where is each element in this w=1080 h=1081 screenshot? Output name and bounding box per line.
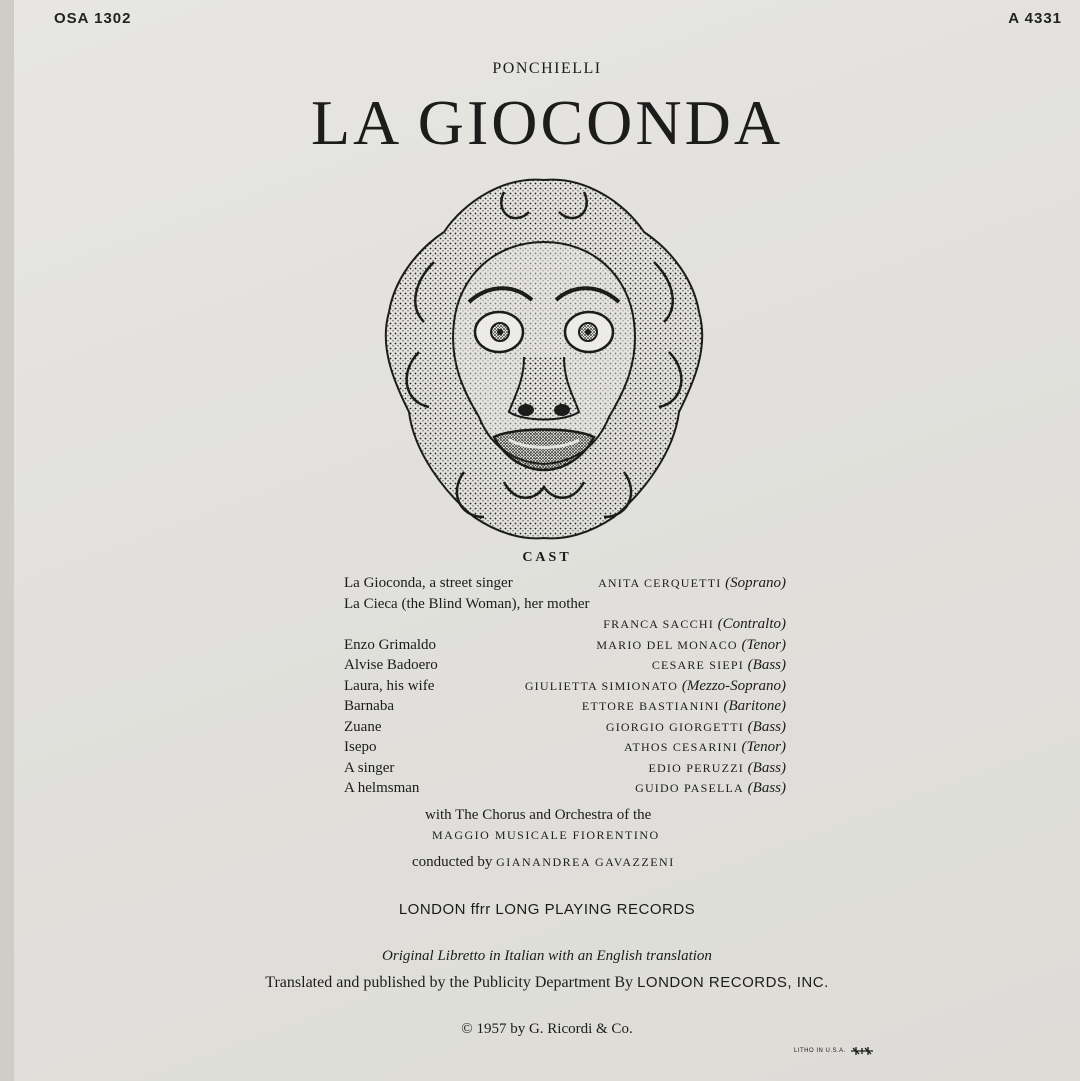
cast-row (344, 778, 786, 799)
cast-performer: GUIDO PASELLA (635, 781, 744, 795)
cast-heading: CAST (522, 550, 572, 565)
catalog-number-left: OSA 1302 (54, 10, 132, 27)
cast-row (344, 614, 786, 635)
chorus-line: with The Chorus and Orchestra of the (425, 807, 652, 823)
cast-role: Alvise Badoero (344, 657, 438, 673)
cast-role: Barnaba (344, 698, 394, 714)
cast-performer: ANITA CERQUETTI (598, 576, 722, 590)
cast-role: Enzo Grimaldo (344, 636, 437, 653)
copyright-notice: © 1957 by G. Ricordi & Co. (461, 1021, 633, 1037)
cast-row (344, 573, 786, 594)
cast-performer: FRANCA SACCHI (603, 617, 714, 631)
opera-title: LA GIOCONDA (310, 87, 784, 158)
cast-role: Laura, his wife (344, 677, 435, 694)
adjacent-page-edge (0, 0, 15, 1081)
cast-voice: (Contralto) (717, 616, 786, 632)
cast-row (344, 717, 786, 738)
cast-performer: ETTORE BASTIANINI (581, 699, 720, 713)
catalog-number-right: A 4331 (1008, 10, 1062, 27)
cast-row (344, 758, 786, 779)
conductor-prefix: conducted by (412, 854, 493, 870)
cast-voice: (Mezzo-Soprano) (681, 677, 786, 694)
cast-row (344, 737, 786, 758)
cast-role: Isepo (344, 739, 377, 755)
publisher-name: LONDON RECORDS, INC. (637, 974, 829, 991)
litho-imprint (794, 1046, 874, 1056)
cast-voice: (Bass) (747, 759, 786, 776)
cast-row (344, 635, 786, 656)
conductor-line (412, 854, 675, 871)
cast-row (344, 594, 786, 615)
cast-row (344, 696, 786, 717)
conductor-name: GIANANDREA GAVAZZENI (496, 855, 675, 869)
cast-role: La Cieca (the Blind Woman), her mother (344, 595, 590, 612)
cast-voice: (Tenor) (741, 739, 786, 755)
cast-voice: (Bass) (747, 718, 786, 735)
cast-list (344, 573, 786, 799)
cast-performer: MARIO DEL MONACO (596, 637, 738, 652)
cast-role: La Gioconda, a street singer (344, 575, 513, 591)
cast-row (344, 655, 786, 676)
cast-role: A singer (344, 759, 395, 776)
record-label-line: LONDON ffrr LONG PLAYING RECORDS (398, 901, 696, 918)
libretto-note: Original Libretto in Italian with an English translation (382, 948, 712, 964)
cast-performer: EDIO PERUZZI (648, 760, 744, 775)
publisher-line (14, 974, 1080, 992)
lion-head-icon (374, 172, 714, 544)
cast-role: A helmsman (344, 780, 420, 796)
printer-mark-icon (850, 1046, 874, 1056)
chorus-name: MAGGIO MUSICALE FIORENTINO (432, 828, 660, 842)
cast-performer: GIORGIO GIORGETTI (605, 719, 744, 734)
cast-performer: ATHOS CESARINI (623, 740, 738, 754)
cast-performer: CESARE SIEPI (651, 658, 744, 672)
composer-name: PONCHIELLI (492, 60, 602, 77)
publisher-prefix: Translated and published by the Publicity Department By (265, 974, 634, 991)
cast-role: Zuane (344, 718, 382, 735)
cast-voice: (Bass) (747, 657, 786, 673)
cast-performer: GIULIETTA SIMIONATO (524, 678, 679, 693)
cast-voice: (Bass) (747, 780, 786, 796)
cast-voice: (Tenor) (741, 636, 786, 653)
libretto-cover (14, 0, 1080, 1081)
cast-voice: (Baritone) (723, 698, 786, 714)
litho-text: LITHO IN U.S.A. (794, 1048, 846, 1054)
cast-voice: (Soprano) (725, 575, 786, 591)
cast-row (344, 676, 786, 697)
